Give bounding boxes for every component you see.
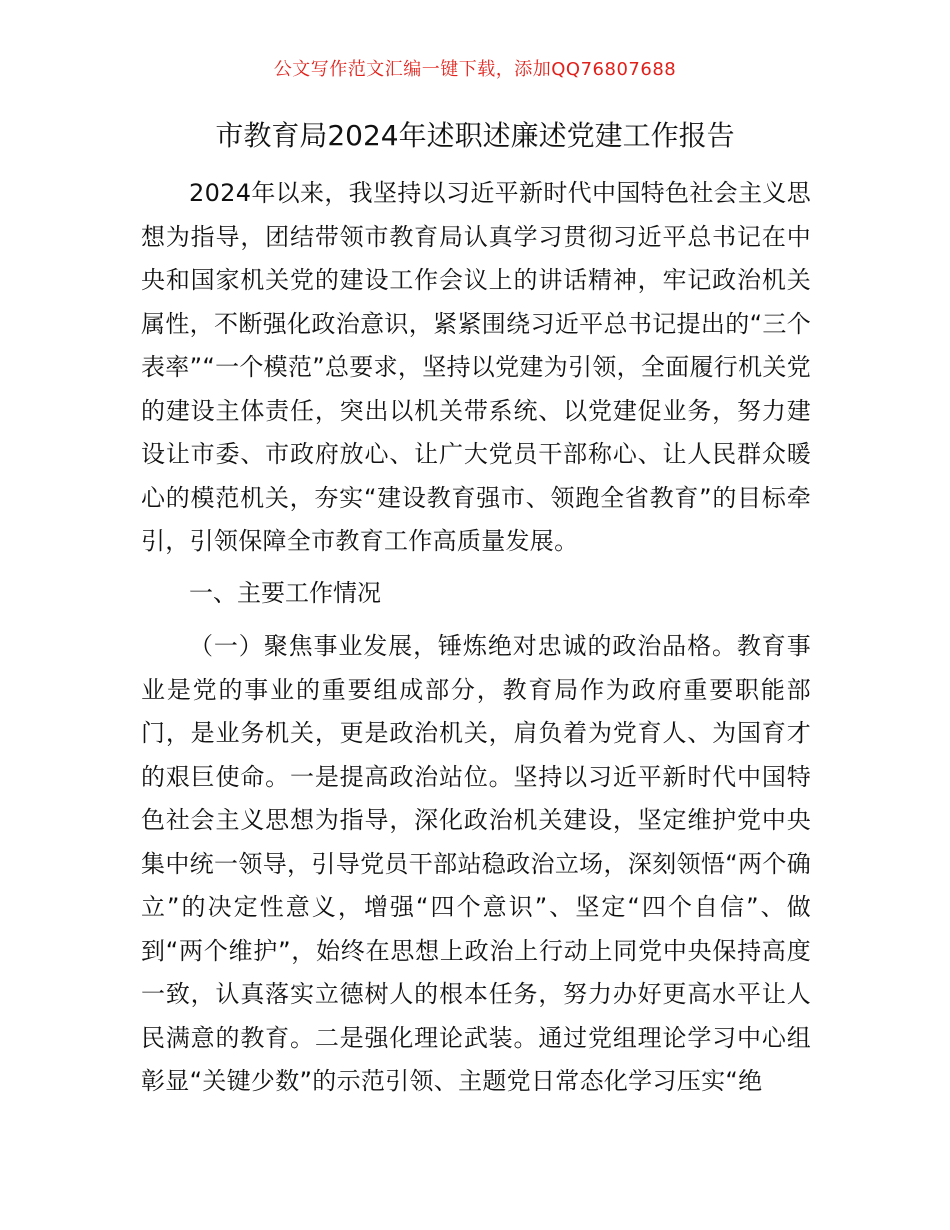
- download-banner: 公文写作范文汇编一键下载，添加QQ76807688: [273, 59, 677, 80]
- intro-paragraph: 2024年以来，我坚持以习近平新时代中国特色社会主义思想为指导，团结带领市教育局认真学习贯彻习近平总书记在中央和国家机关党的建设工作会议上的讲话精神，牢记政治机关属性，不断强化政治意识，紧紧围绕习近平总书记提出的“三个表率”“一个模范”总要求，坚持以党建为引领，全面履行机关党的建设主体责任，突出以机关带系统、以党建促业务，努力建设让市委、市政府放心、让广大党员干部称心、让人民群众暖心的模范机关，夯实“建设教育强市、领跑全省教育”的目标牵引，引领保障全市教育工作高质量发展。: [141, 179, 811, 555]
- document-title: 市教育局2024年述职述廉述党建工作报告: [215, 119, 735, 152]
- document-body: [141, 172, 811, 1104]
- section-paragraph: （一）聚焦事业发展，锤炼绝对忠诚的政治品格。教育事业是党的事业的重要组成部分，教育局作为政府重要职能部门，是业务机关，更是政治机关，肩负着为党育人、为国育才的艰巨使命。一是提高政治站位。坚持以习近平新时代中国特色社会主义思想为指导，深化政治机关建设，坚定维护党中央集中统一领导，引导党员干部站稳政治立场，深刻领悟“两个确立”的决定性意义，增强“四个意识”、坚定“四个自信”、做到“两个维护”，始终在思想上政治上行动上同党中央保持高度一致，认真落实立德树人的根本任务，努力办好更高水平让人民满意的教育。二是强化理论武装。通过党组理论学习中心组彰显“关键少数”的示范引领、主题党日常态化学习压实“绝: [141, 632, 811, 1095]
- section-heading: 一、主要工作情况: [189, 578, 381, 607]
